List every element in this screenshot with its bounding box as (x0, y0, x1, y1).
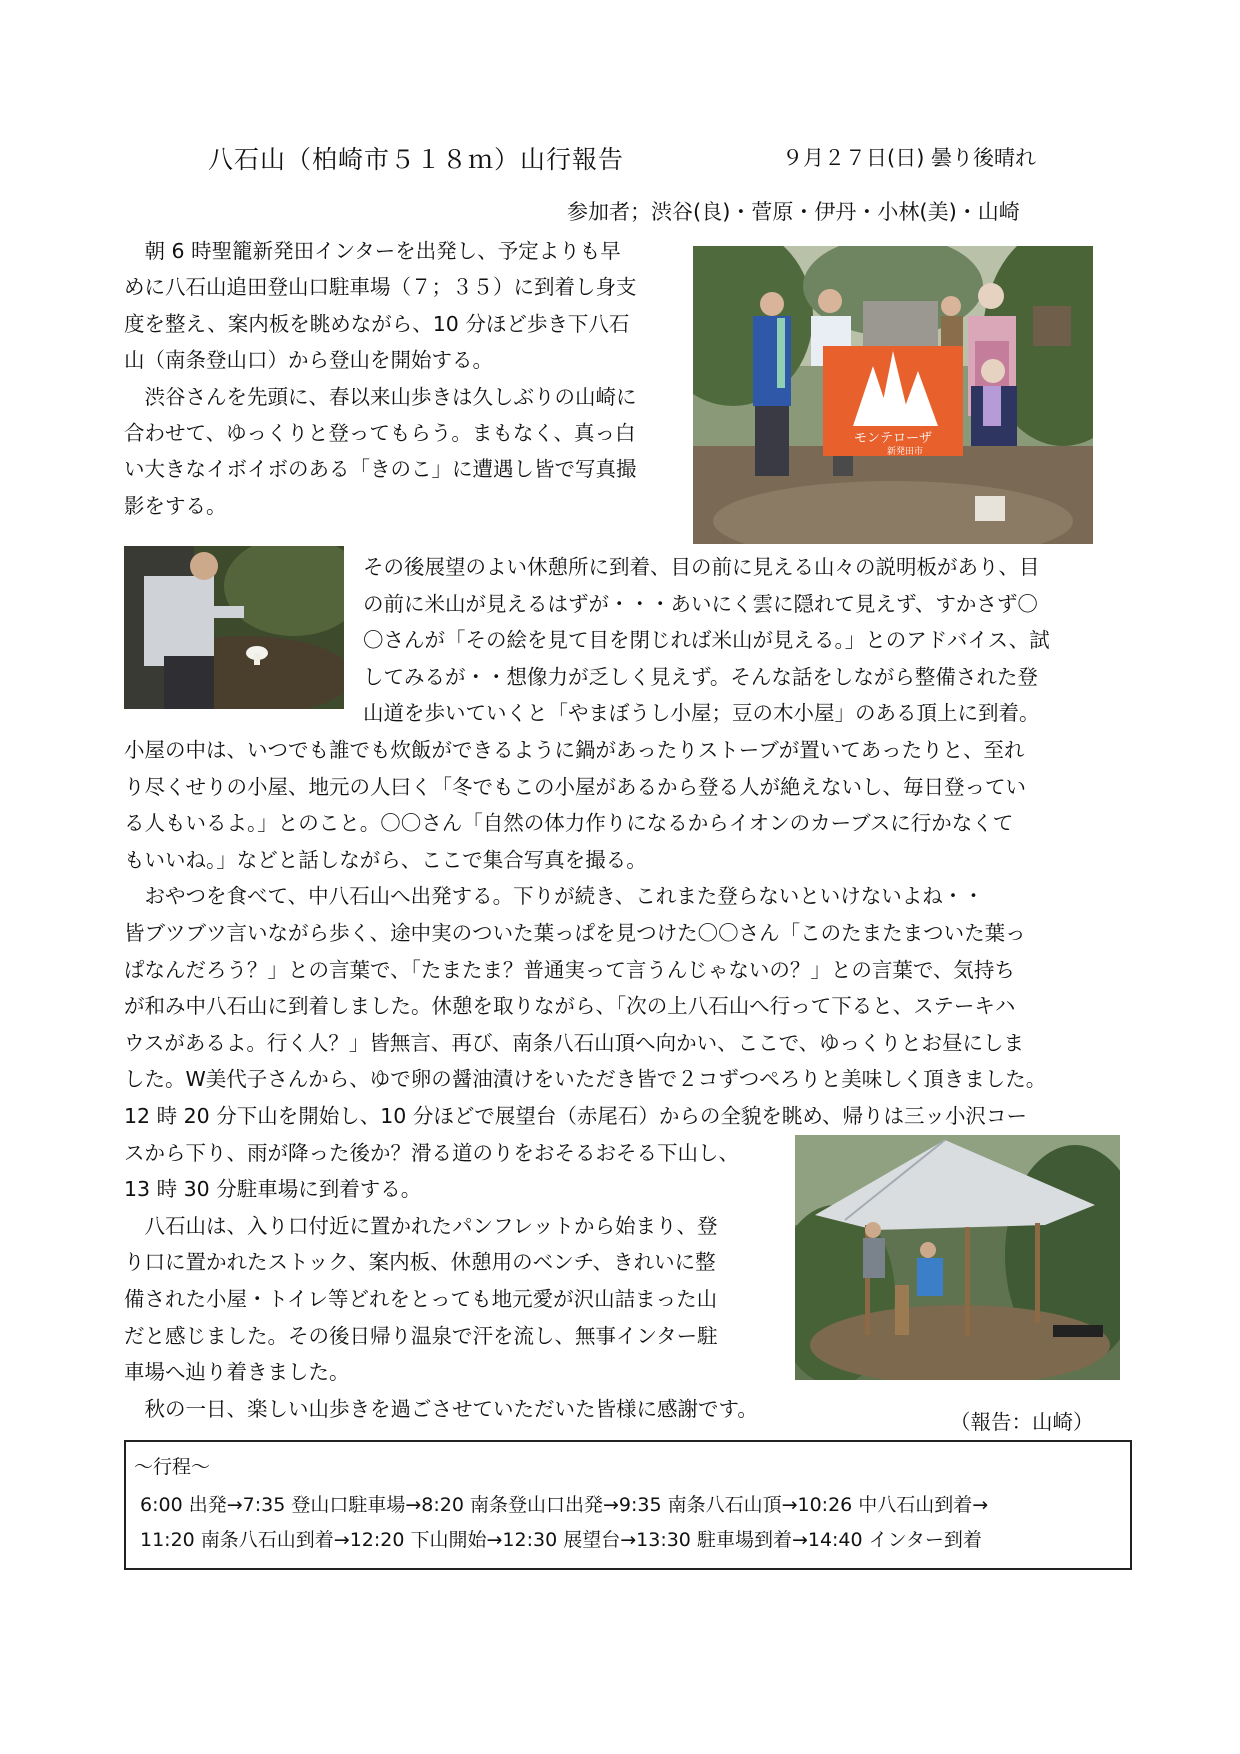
flag-subtext: 新発田市 (886, 447, 924, 457)
body-line: 小屋の中は、いつでも誰でも炊飯ができるように鍋があったりストーブが置いてあったりと、至れ (124, 738, 1025, 762)
body-line: 秋の一日、楽しい山歩きを過ごさせていただいた皆様に感謝です。 (124, 1396, 758, 1421)
body-line: もいいね。」などと話しながら、ここで集合写真を撮る。 (124, 847, 647, 872)
body-line: 車場へ辿り着きました。 (124, 1360, 350, 1385)
body-line: 皆ブツブツ言いながら歩く、途中実のついた葉っぱを見つけた〇〇さん「このたまたまついた葉っ (124, 921, 1026, 945)
body-line: り口に置かれたストック、案内板、休憩用のベンチ、きれいに整 (124, 1250, 716, 1275)
summit-group-photo (693, 246, 1093, 544)
body-line: ウスがあるよ。行く人？」皆無言、再び、南条八石山頂へ向かい、ここで、ゆっくりとお昼にしま (124, 1030, 1024, 1055)
body-line: だと感じました。その後日帰り温泉で汗を流し、無事インター駐 (124, 1323, 718, 1348)
body-line: めに八石山追田登山口駐車場（７；３５）に到着し身支 (124, 275, 637, 300)
itinerary-line-2: 11:20 南条八石山到着→12:20 下山開始→12:30 展望台→13:30 駐車場到着→14:40 インター到着 (140, 1529, 982, 1551)
flag-text: モンテローザ (853, 431, 933, 446)
participants: 参加者；渋谷(良)・菅原・伊丹・小林(美)・山崎 (567, 200, 1020, 224)
body-line: 備された小屋・トイレ等どれをとっても地元愛が沢山詰まった山 (124, 1287, 718, 1311)
body-line: り尽くせりの小屋、地元の人曰く「冬でもこの小屋があるから登る人が絶えないし、毎日登ってい (124, 774, 1026, 799)
itinerary-box (124, 1440, 1132, 1570)
report-date-weather: ９月２７日(日) 曇り後晴れ (782, 146, 1037, 170)
body-line: スから下り、雨が降った後か？滑る道のりをおそるおそる下山し、 (124, 1140, 739, 1165)
mushroom-photo (124, 546, 344, 709)
body-line: 〇さんが「その絵を見て目を閉じれば米山が見える。」とのアドバイス、試 (363, 628, 1050, 653)
body-line: 13 時 30 分駐車場に到着する。 (124, 1177, 422, 1202)
gazebo-photo (795, 1135, 1120, 1380)
body-line: 度を整え、案内板を眺めながら、10 分ほど歩き下八石 (124, 311, 630, 336)
itinerary-heading: ～行程～ (134, 1456, 211, 1478)
body-line: その後展望のよい休憩所に到着、目の前に見える山々の説明板があり、目 (363, 555, 1040, 579)
body-line: 合わせて、ゆっくりと登ってもらう。まもなく、真っ白 (124, 421, 636, 445)
body-line: 八石山は、入り口付近に置かれたパンフレットから始まり、登 (124, 1213, 718, 1238)
report-title: 八石山（柏崎市５１８ｍ）山行報告 (208, 145, 625, 174)
body-line: い大きなイボイボのある「きのこ」に遭遇し皆で写真撮 (124, 457, 637, 482)
body-line: 12 時 20 分下山を開始し、10 分ほどで展望台（赤尾石）からの全貌を眺め、帰りは三ッ小沢コー (124, 1104, 1027, 1128)
body-line: る人もいるよ。」とのこと。〇〇さん「自然の体力作りになるからイオンのカーブスに行かなくて (124, 811, 1014, 836)
body-line: した。W美代子さんから、ゆで卵の醤油漬けをいただき皆で２コずつぺろりと美味しく頂きました。 (124, 1067, 1047, 1092)
body-line: 朝 6 時聖籠新発田インターを出発し、予定よりも早 (124, 239, 621, 263)
body-line: が和み中八石山に到着しました。休憩を取りながら、「次の上八石山へ行って下ると、ステーキハ (124, 994, 1016, 1019)
body-line: 渋谷さんを先頭に、春以来山歩きは久しぶりの山崎に (124, 384, 637, 409)
body-line: 影をする。 (124, 493, 227, 518)
body-line: 山（南条登山口）から登山を開始する。 (124, 348, 493, 373)
itinerary-line-1: 6:00 出発→7:35 登山口駐車場→8:20 南条登山口出発→9:35 南条八石山頂→10:26 中八石山到着→ (140, 1494, 989, 1516)
reporter: （報告：山崎） (950, 1410, 1094, 1434)
body-line: おやつを食べて、中八石山へ出発する。下りが続き、これまた登らないといけないよね・・ (124, 884, 984, 909)
body-line: 山道を歩いていくと「やまぼうし小屋；豆の木小屋」のある頂上に到着。 (363, 701, 1040, 726)
body-line: してみるが・・想像力が乏しく見えず。そんな話をしながら整備された登 (363, 664, 1038, 689)
body-line: ぱなんだろう？」との言葉で、「たまたま？普通実って言うんじゃないの？」との言葉で、気持ち (124, 957, 1015, 982)
body-line: の前に米山が見えるはずが・・・あいにく雲に隠れて見えず、すかさず〇 (363, 591, 1038, 616)
